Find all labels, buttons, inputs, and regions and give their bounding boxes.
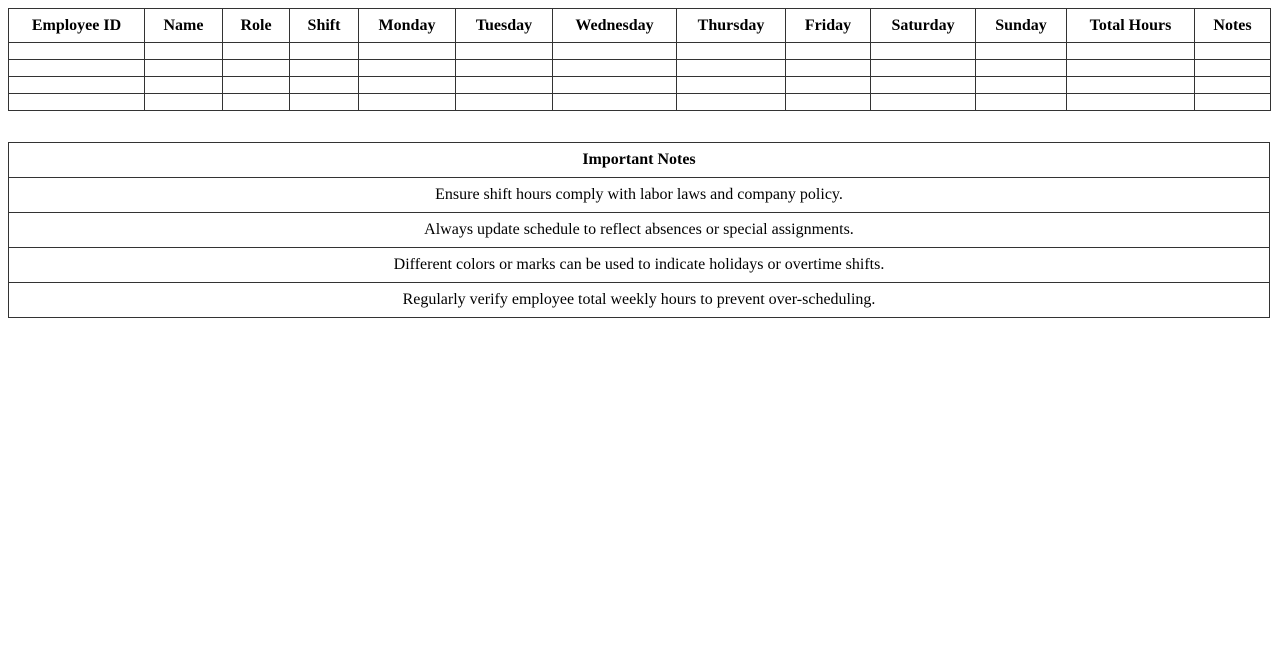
cell-employee-id[interactable]: [9, 77, 145, 94]
cell-total-hours[interactable]: [1067, 94, 1195, 111]
note-row: [9, 178, 1270, 213]
cell-thursday[interactable]: [677, 77, 786, 94]
cell-saturday[interactable]: [871, 94, 976, 111]
cell-employee-id[interactable]: [9, 60, 145, 77]
cell-shift[interactable]: [290, 60, 359, 77]
cell-sunday[interactable]: [976, 77, 1067, 94]
cell-role[interactable]: [223, 94, 290, 111]
cell-thursday[interactable]: [677, 60, 786, 77]
cell-role[interactable]: [223, 43, 290, 60]
cell-sunday[interactable]: [976, 43, 1067, 60]
cell-shift[interactable]: [290, 77, 359, 94]
cell-sunday[interactable]: [976, 94, 1067, 111]
cell-name[interactable]: [145, 43, 223, 60]
cell-saturday[interactable]: [871, 43, 976, 60]
cell-shift[interactable]: [290, 43, 359, 60]
header-tuesday: Tuesday: [456, 9, 553, 43]
cell-monday[interactable]: [359, 60, 456, 77]
cell-shift[interactable]: [290, 94, 359, 111]
header-employee-id: Employee ID: [9, 9, 145, 43]
cell-notes[interactable]: [1195, 77, 1271, 94]
header-monday: Monday: [359, 9, 456, 43]
employee-schedule-table: [8, 8, 1271, 111]
cell-notes[interactable]: [1195, 43, 1271, 60]
table-row: [9, 77, 1271, 94]
header-thursday: Thursday: [677, 9, 786, 43]
important-notes-table: [8, 142, 1270, 318]
notes-header-row: [9, 143, 1270, 178]
note-row: [9, 283, 1270, 318]
note-item: Ensure shift hours comply with labor laws and company policy.: [9, 178, 1270, 213]
cell-thursday[interactable]: [677, 43, 786, 60]
header-friday: Friday: [786, 9, 871, 43]
cell-role[interactable]: [223, 60, 290, 77]
cell-friday[interactable]: [786, 60, 871, 77]
cell-tuesday[interactable]: [456, 77, 553, 94]
cell-thursday[interactable]: [677, 94, 786, 111]
cell-monday[interactable]: [359, 43, 456, 60]
cell-tuesday[interactable]: [456, 43, 553, 60]
header-wednesday: Wednesday: [553, 9, 677, 43]
cell-wednesday[interactable]: [553, 43, 677, 60]
cell-tuesday[interactable]: [456, 94, 553, 111]
note-item: Different colors or marks can be used to indicate holidays or overtime shifts.: [9, 248, 1270, 283]
cell-notes[interactable]: [1195, 60, 1271, 77]
header-shift: Shift: [290, 9, 359, 43]
cell-wednesday[interactable]: [553, 77, 677, 94]
cell-friday[interactable]: [786, 43, 871, 60]
cell-name[interactable]: [145, 60, 223, 77]
cell-total-hours[interactable]: [1067, 60, 1195, 77]
cell-wednesday[interactable]: [553, 60, 677, 77]
schedule-header-row: [9, 9, 1271, 43]
cell-employee-id[interactable]: [9, 43, 145, 60]
table-row: [9, 94, 1271, 111]
header-total-hours: Total Hours: [1067, 9, 1195, 43]
cell-role[interactable]: [223, 77, 290, 94]
header-notes: Notes: [1195, 9, 1271, 43]
cell-name[interactable]: [145, 94, 223, 111]
table-row: [9, 60, 1271, 77]
cell-total-hours[interactable]: [1067, 77, 1195, 94]
header-sunday: Sunday: [976, 9, 1067, 43]
cell-tuesday[interactable]: [456, 60, 553, 77]
cell-employee-id[interactable]: [9, 94, 145, 111]
notes-title: Important Notes: [9, 143, 1270, 178]
note-item: Regularly verify employee total weekly hours to prevent over-scheduling.: [9, 283, 1270, 318]
cell-sunday[interactable]: [976, 60, 1067, 77]
cell-wednesday[interactable]: [553, 94, 677, 111]
cell-name[interactable]: [145, 77, 223, 94]
table-row: [9, 43, 1271, 60]
cell-friday[interactable]: [786, 77, 871, 94]
cell-friday[interactable]: [786, 94, 871, 111]
note-row: [9, 213, 1270, 248]
cell-saturday[interactable]: [871, 60, 976, 77]
cell-monday[interactable]: [359, 94, 456, 111]
cell-total-hours[interactable]: [1067, 43, 1195, 60]
cell-saturday[interactable]: [871, 77, 976, 94]
note-row: [9, 248, 1270, 283]
cell-monday[interactable]: [359, 77, 456, 94]
header-role: Role: [223, 9, 290, 43]
header-saturday: Saturday: [871, 9, 976, 43]
cell-notes[interactable]: [1195, 94, 1271, 111]
header-name: Name: [145, 9, 223, 43]
note-item: Always update schedule to reflect absences or special assignments.: [9, 213, 1270, 248]
